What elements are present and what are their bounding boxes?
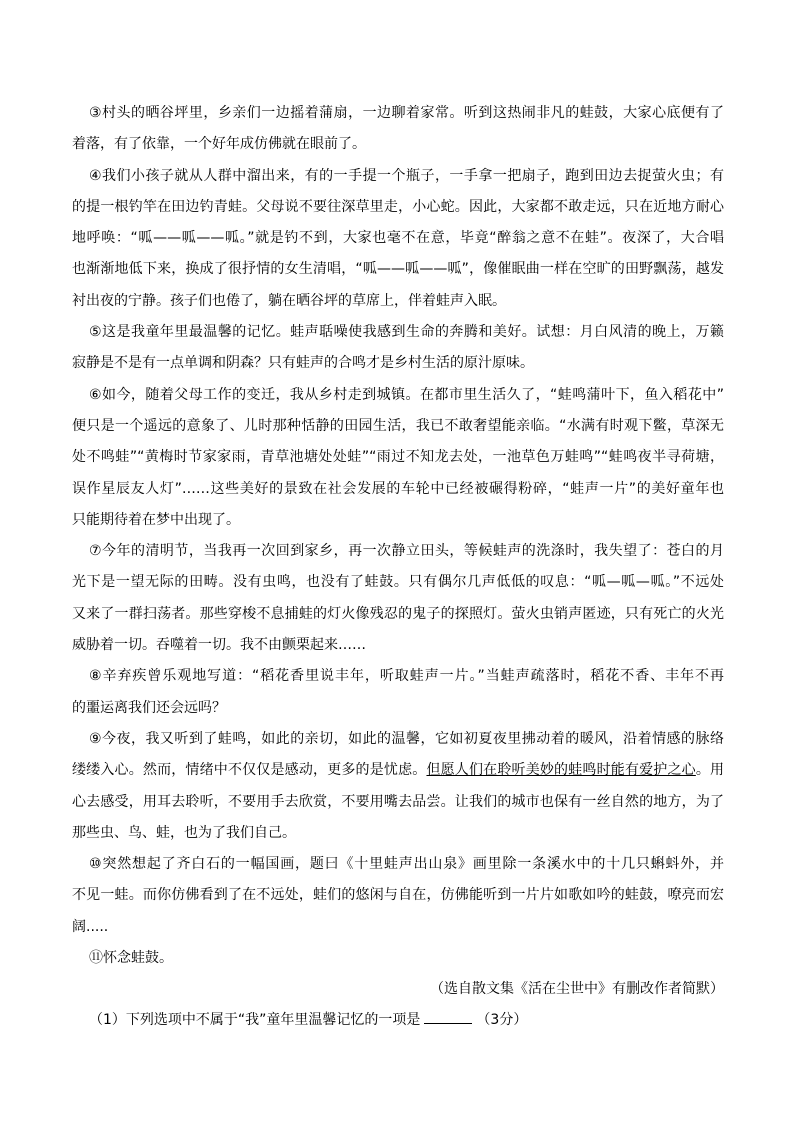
paragraph-line [72, 758, 724, 789]
text-segment: 缕缕入心。然而，情绪中不仅仅是感动，更多的是忧虑。 [72, 762, 427, 779]
paragraph [72, 852, 724, 946]
paragraph-line: 阔..... [72, 918, 109, 935]
paragraph [72, 946, 724, 977]
text-segment: 。用 [695, 762, 725, 779]
paragraph [72, 383, 724, 539]
paragraph-line: ⑩突然想起了齐白石的一幅国画，题曰《十里蛙声出山泉》画里除一条溪水中的十几只蝌蚪外，并 [89, 856, 724, 873]
paragraph-line: 便只是一个遥远的意象了、儿时那种恬静的田园生活，我已不敢奢望能亲临。“水满有时观下鳖，草深无 [72, 417, 724, 434]
question-score: （3分） [476, 1012, 528, 1029]
paragraph-line: ⑤这是我童年里最温馨的记忆。蛙声聒噪使我感到生命的奔腾和美好。试想：月白风清的晚上，万籁 [89, 324, 724, 341]
paragraph-line: 心去感受，用耳去聆听，不要用手去欣赏，不要用嘴去品尝。让我们的城市也保有一丝自然的地方，为了 [72, 793, 724, 810]
paragraph-line: 误作星辰友人灯”……这些美好的景致在社会发展的车轮中已经被碾得粉碎，“蛙声一片”的美好童年也 [72, 480, 724, 497]
paragraph-line: 寂静是不是有一点单调和阴森？只有蛙声的合鸣才是乡村生活的原汁原味。 [72, 355, 534, 372]
paragraph-line: ⑦今年的清明节，当我再一次回到家乡，再一次静立田头，等候蛙声的洗涤时，我失望了：苍白的月 [89, 543, 724, 560]
paragraph-line: ⑨今夜，我又听到了蛙鸣，如此的亲切，如此的温馨，它如初夏夜里拂动着的暖风，沿着情感的脉络 [89, 730, 724, 747]
document-body [72, 101, 724, 1039]
paragraph-line: ⑧辛弃疾曾乐观地写道：“稻花香里说丰年，听取蛙声一片。”当蛙声疏落时，稻花不香、丰年不再 [89, 668, 724, 685]
paragraph-line: 衬出夜的宁静。孩子们也倦了，躺在晒谷坪的草席上，伴着蛙声入眠。 [72, 292, 506, 309]
paragraph-line: 也渐渐地低下来，换成了很抒情的女生清唱，“呱——呱——呱”，像催眠曲一样在空旷的田野飘荡，越发 [72, 261, 724, 278]
paragraph-line: 只能期待着在梦中出现了。 [72, 511, 240, 528]
paragraph-line: 地呼唤：“呱——呱——呱。”就是钓不到，大家也毫不在意，毕竟“醉翁之意不在蛙”。夜深了，大合唱 [72, 230, 724, 247]
paragraph-line: 的噩运离我们还会远吗？ [72, 699, 226, 716]
paragraph-line: ③村头的晒谷坪里，乡亲们一边摇着蒲扇，一边聊着家常。听到这热闹非凡的蛙鼓，大家心底便有了 [89, 105, 724, 121]
paragraph [72, 539, 724, 664]
underlined-sentence: 但愿人们在聆听美妙的蛙鸣时能有爱护之心 [426, 762, 696, 779]
question-1 [72, 1008, 724, 1039]
paragraph-line: 威胁着一切。吞噬着一切。我不由颤栗起来…… [72, 637, 366, 654]
paragraph-line: ⑥如今，随着父母工作的变迁，我从乡村走到城镇。在都市里生活久了，“蛙鸣蒲叶下，鱼入稻花中” [89, 386, 724, 403]
paragraph [72, 727, 724, 852]
source-citation: （选自散文集《活在尘世中》有删改作者简默） [430, 981, 724, 998]
article-paragraphs [72, 101, 724, 977]
paragraph-line: 的提一根钓竿在田边钓青蛙。父母说不要往深草里走，小心蛇。因此，大家都不敢走远，只在近地方耐心 [72, 198, 724, 215]
paragraph-line: 不见一蛙。而你仿佛看到了在不远处，蛙们的悠闲与自在，仿佛能听到一片片如歌如吟的蛙鼓，嘹亮而宏 [72, 887, 724, 904]
paragraph-line: ⑪怀念蛙鼓。 [89, 950, 173, 967]
paragraph [72, 664, 724, 727]
paragraph-line: 着落，有了依靠，一个好年成仿佛就在眼前了。 [72, 136, 366, 153]
question-text: （1）下列选项中不属于“我”童年里温馨记忆的一项是 [89, 1012, 421, 1029]
paragraph [72, 320, 724, 383]
paragraph-line: 光下是一望无际的田畴。没有虫鸣，也没有了蛙鼓。只有偶尔几声低低的叹息：“呱—呱—呱。”不远处 [72, 574, 724, 591]
paragraph [72, 101, 724, 164]
answer-blank[interactable] [424, 1009, 472, 1024]
paragraph-line: 处不鸣蛙”“黄梅时节家家雨，青草池塘处处蛙”“雨过不知龙去处，一池草色万蛙鸣”“蛙鸣夜半寻荷塘， [72, 449, 724, 466]
paragraph [72, 164, 724, 320]
paragraph-line: ④我们小孩子就从人群中溜出来，有的一手提一个瓶子，一手拿一把扇子，跑到田边去捉萤火虫；有 [89, 167, 724, 184]
paragraph-line: 那些虫、鸟、蛙，也为了我们自己。 [72, 824, 296, 841]
paragraph-line: 又来了一群扫荡者。那些穿梭不息捕蛙的灯火像残忍的鬼子的探照灯。萤火虫销声匿迹，只有死亡的火光 [72, 605, 724, 622]
